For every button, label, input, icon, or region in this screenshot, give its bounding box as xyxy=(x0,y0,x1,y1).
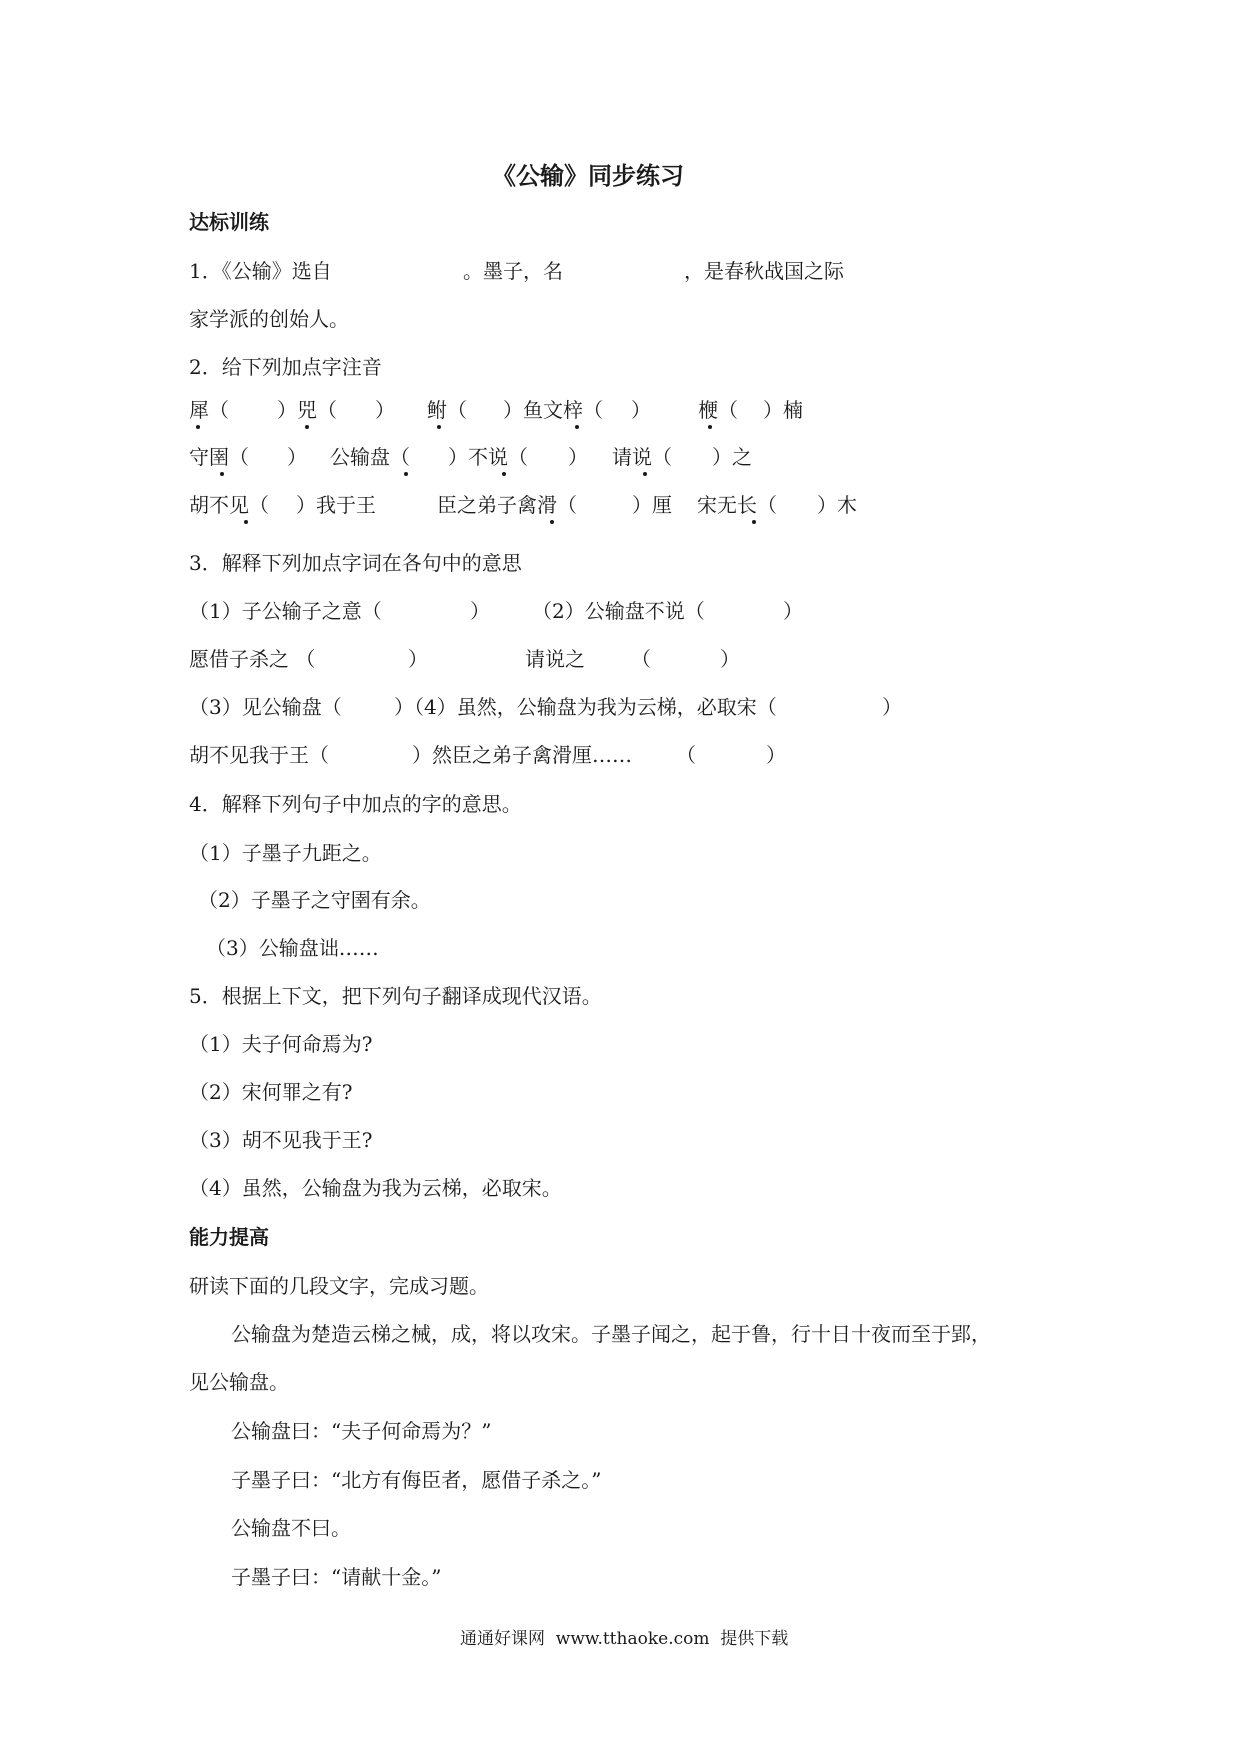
q5-heading: 5．根据上下文，把下列句子翻译成现代汉语。 xyxy=(189,984,602,1008)
emphasis-dot xyxy=(220,472,224,476)
q2-r2-s1: 守圉（ xyxy=(189,445,249,469)
q3-r2-s3: 请说之 xyxy=(525,647,585,671)
q4-item-1: （1）子墨子九距之。 xyxy=(189,841,382,865)
q2-r3-s2: ）我于王 xyxy=(296,493,376,517)
q4-item-3: （3）公输盘诎…… xyxy=(206,936,379,960)
emphasis-dot xyxy=(244,520,248,524)
q2-r2-s5: ） xyxy=(568,445,588,469)
q1-text-d: 家学派的创始人。 xyxy=(189,307,349,331)
q3-r2-s4: （ xyxy=(631,647,651,671)
q3-r1-s1: （1）子公输子之意（ xyxy=(189,599,382,623)
page-footer: 通通好课网 www.tthaoke.com 提供下载 xyxy=(460,1629,789,1649)
emphasis-dot xyxy=(404,472,408,476)
q3-r2-s1: 愿借子杀之 （ xyxy=(189,647,316,671)
q2-r1-s1: 犀（ xyxy=(189,398,229,422)
q2-r1-s4: 鲋（ xyxy=(427,398,467,422)
q2-r1-s2: ）兕（ xyxy=(277,398,337,422)
q3-r4-s1: 胡不见我于王（ xyxy=(189,743,329,767)
emphasis-dot xyxy=(196,425,200,429)
q2-r3-s3: 臣之弟子禽滑（ xyxy=(437,493,577,517)
reading-intro: 研读下面的几段文字，完成习题。 xyxy=(189,1274,489,1298)
q3-r4-s2: ）然臣之弟子禽滑厘…… xyxy=(412,743,632,767)
emphasis-dot xyxy=(752,520,756,524)
q2-r2-s6: 请说（ xyxy=(612,445,672,469)
emphasis-dot xyxy=(708,425,712,429)
q2-r1-s8: ）楠 xyxy=(763,398,803,422)
q3-r1-s2: ） xyxy=(470,599,490,623)
q2-r2-s7: ）之 xyxy=(712,445,752,469)
reading-line-1: 公输盘曰：“夫子何命焉为？” xyxy=(231,1419,492,1443)
page-title: 《公输》同步练习 xyxy=(492,162,684,190)
reading-line-3: 公输盘不曰。 xyxy=(231,1516,351,1540)
q1-text-b: 。墨子，名 xyxy=(463,259,563,283)
q2-r3-s5: 宋无长（ xyxy=(697,493,777,517)
emphasis-dot xyxy=(550,520,554,524)
q3-r3-s3: ） xyxy=(882,695,902,719)
q5-item-3: （3）胡不见我于王? xyxy=(189,1128,373,1152)
q2-r1-s5: ）鱼文梓（ xyxy=(503,398,603,422)
q3-r4-s3: （ xyxy=(676,743,696,767)
reading-line-4: 子墨子曰：“请献十金。” xyxy=(231,1565,442,1589)
q3-r4-s4: ） xyxy=(766,743,786,767)
reading-paragraph-1-end: 见公输盘。 xyxy=(189,1370,289,1394)
emphasis-dot xyxy=(502,472,506,476)
q4-item-2: （2）子墨子之守圉有余。 xyxy=(198,888,431,912)
q3-r1-s4: ） xyxy=(783,599,803,623)
reading-line-2: 子墨子曰：“北方有侮臣者，愿借子杀之。” xyxy=(231,1468,602,1492)
section-heading-basic: 达标训练 xyxy=(189,210,269,234)
section-heading-advanced: 能力提高 xyxy=(189,1225,269,1249)
q4-heading: 4．解释下列句子中加点的字的意思。 xyxy=(189,792,522,816)
q3-r1-s3: （2）公输盘不说（ xyxy=(532,599,705,623)
q2-r2-s3: 公输盘（ xyxy=(330,445,410,469)
q2-r2-s4: ）不说（ xyxy=(448,445,528,469)
q3-r3-s2: ）（4）虽然，公输盘为我为云梯，必取宋（ xyxy=(394,695,777,719)
q3-r2-s2: ） xyxy=(408,647,428,671)
q2-r3-s6: ）木 xyxy=(817,493,857,517)
q5-item-4: （4）虽然，公输盘为我为云梯，必取宋。 xyxy=(189,1176,562,1200)
q3-heading: 3．解释下列加点字词在各句中的意思 xyxy=(189,551,522,575)
q2-heading: 2．给下列加点字注音 xyxy=(189,355,382,379)
q2-r3-s4: ）厘 xyxy=(632,493,672,517)
q3-r3-s1: （3）见公输盘（ xyxy=(189,695,342,719)
emphasis-dot xyxy=(575,425,579,429)
emphasis-dot xyxy=(643,472,647,476)
q2-r1-s3: ） xyxy=(375,398,395,422)
q3-r2-s5: ） xyxy=(720,647,740,671)
q2-r2-s2: ） xyxy=(287,445,307,469)
q2-r3-s1: 胡不见（ xyxy=(189,493,269,517)
q5-item-1: （1）夫子何命焉为? xyxy=(189,1032,373,1056)
reading-paragraph-1: 公输盘为楚造云梯之械，成，将以攻宋。子墨子闻之，起于鲁，行十日十夜而至于郢， xyxy=(231,1322,991,1346)
emphasis-dot xyxy=(305,425,309,429)
q2-r1-s6: ） xyxy=(631,398,651,422)
q1-text-c: ，是春秋战国之际 xyxy=(684,259,844,283)
q1-text-a: 1．《公输》选自 xyxy=(189,259,332,283)
q2-r1-s7: 楩（ xyxy=(698,398,738,422)
q5-item-2: （2）宋何罪之有? xyxy=(189,1080,353,1104)
emphasis-dot xyxy=(437,425,441,429)
